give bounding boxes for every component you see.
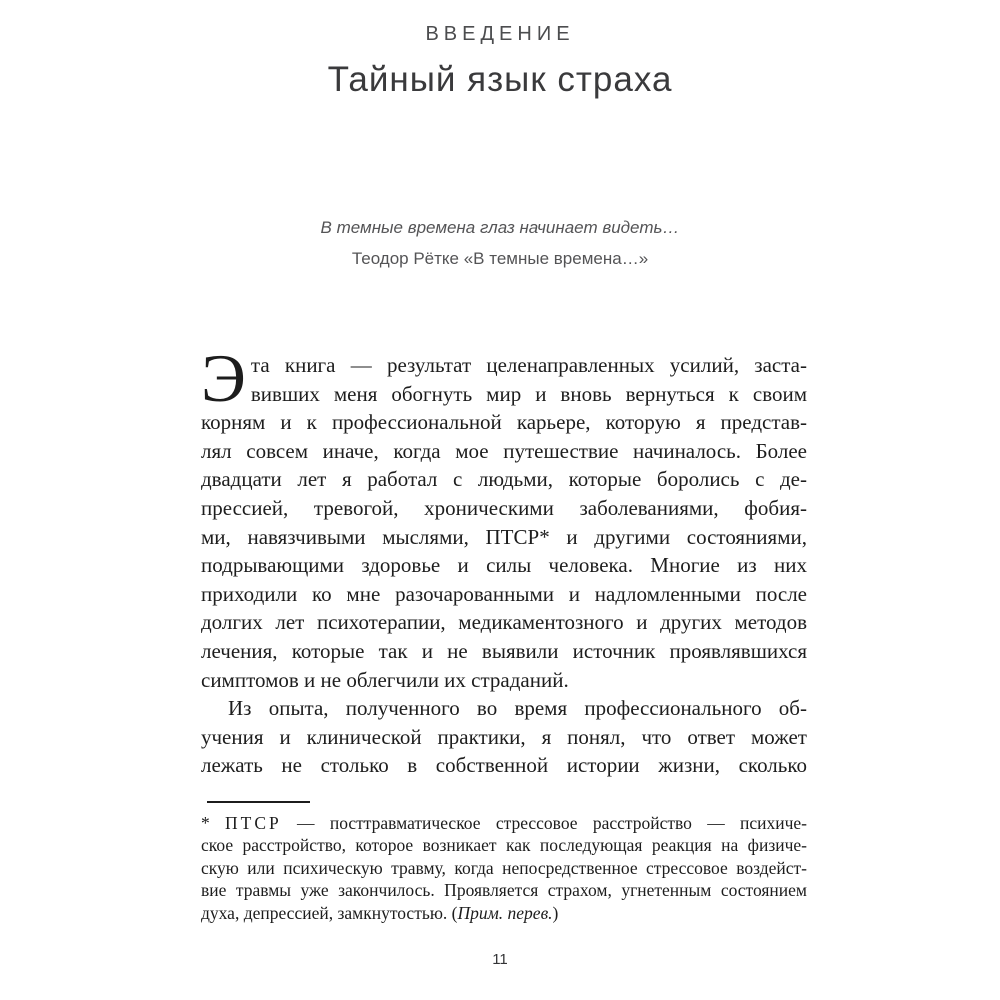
footnote-marker: *	[201, 813, 226, 833]
text-line: та книга — результат целенаправленных усилий, заста-	[250, 353, 807, 377]
footnote-last-regular: духа, депрессией, замкнутостью. (	[201, 902, 458, 923]
epigraph	[0, 212, 1000, 274]
footnote-abbr: ПТСР	[225, 813, 282, 833]
text-line: симптомов и не облегчили их страданий.	[201, 667, 569, 692]
chapter-title: Тайный язык страха	[327, 60, 673, 99]
text-line: подрывающими здоровье и силы человека. Многие из них	[201, 553, 807, 578]
footnote-line-last	[201, 902, 807, 924]
text-line: корням и к профессиональной карьере, которую я представ-	[201, 410, 807, 435]
text-line: ское расстройство, которое возникает как последующая реакция на физиче-	[201, 835, 807, 856]
epigraph-attribution: Теодор Рётке «В темные времена…»	[351, 249, 649, 268]
text-line: вие травмы уже закончилось. Проявляется страхом, угнетенным состоянием	[201, 880, 807, 901]
drop-cap: Э	[201, 340, 246, 416]
text-line: прессией, тревогой, хроническими заболеваниями, фобия-	[201, 495, 807, 520]
text-line: ми, навязчивыми мыслями, ПТСР* и другими состояниями,	[201, 524, 807, 549]
text-line: учения и клинической практики, я понял, что ответ может	[201, 724, 807, 749]
paragraph-2	[201, 694, 807, 780]
text-line: двадцати лет я работал с людьми, которые боролись с де-	[201, 467, 807, 492]
text-line: долгих лет психотерапии, медикаментозного и других методов	[201, 610, 807, 635]
footnote-translator-note: Прим. перев.	[457, 902, 553, 923]
text-line: скую или психическую травму, когда непосредственное стрессовое воздейст-	[201, 857, 807, 878]
text-line: лежать не столько в собственной истории жизни, сколько	[201, 753, 807, 778]
footnote	[201, 801, 807, 924]
text-line: вивших меня обогнуть мир и вновь вернуться к своим	[250, 381, 807, 406]
page-number: 11	[492, 951, 508, 968]
footnote-line-first	[201, 812, 807, 834]
text-line: приходили ко мне разочарованными и надломленными после	[201, 581, 807, 606]
footnote-last-close: )	[552, 902, 559, 923]
body-text	[201, 340, 807, 780]
footnote-first-rest: — посттравматическое стрессовое расстройство — психиче-	[281, 813, 807, 833]
text-line: лял совсем иначе, когда мое путешествие начиналось. Более	[201, 438, 807, 463]
footnote-divider	[207, 801, 310, 803]
text-line: Из опыта, полученного во время профессионального об-	[228, 696, 807, 721]
chapter-kicker: ВВЕДЕНИЕ	[425, 23, 575, 45]
paragraph-1	[201, 340, 807, 694]
epigraph-quote: В темные времена глаз начинает видеть…	[320, 218, 680, 237]
text-line: лечения, которые так и не выявили источник проявлявшихся	[201, 638, 807, 663]
